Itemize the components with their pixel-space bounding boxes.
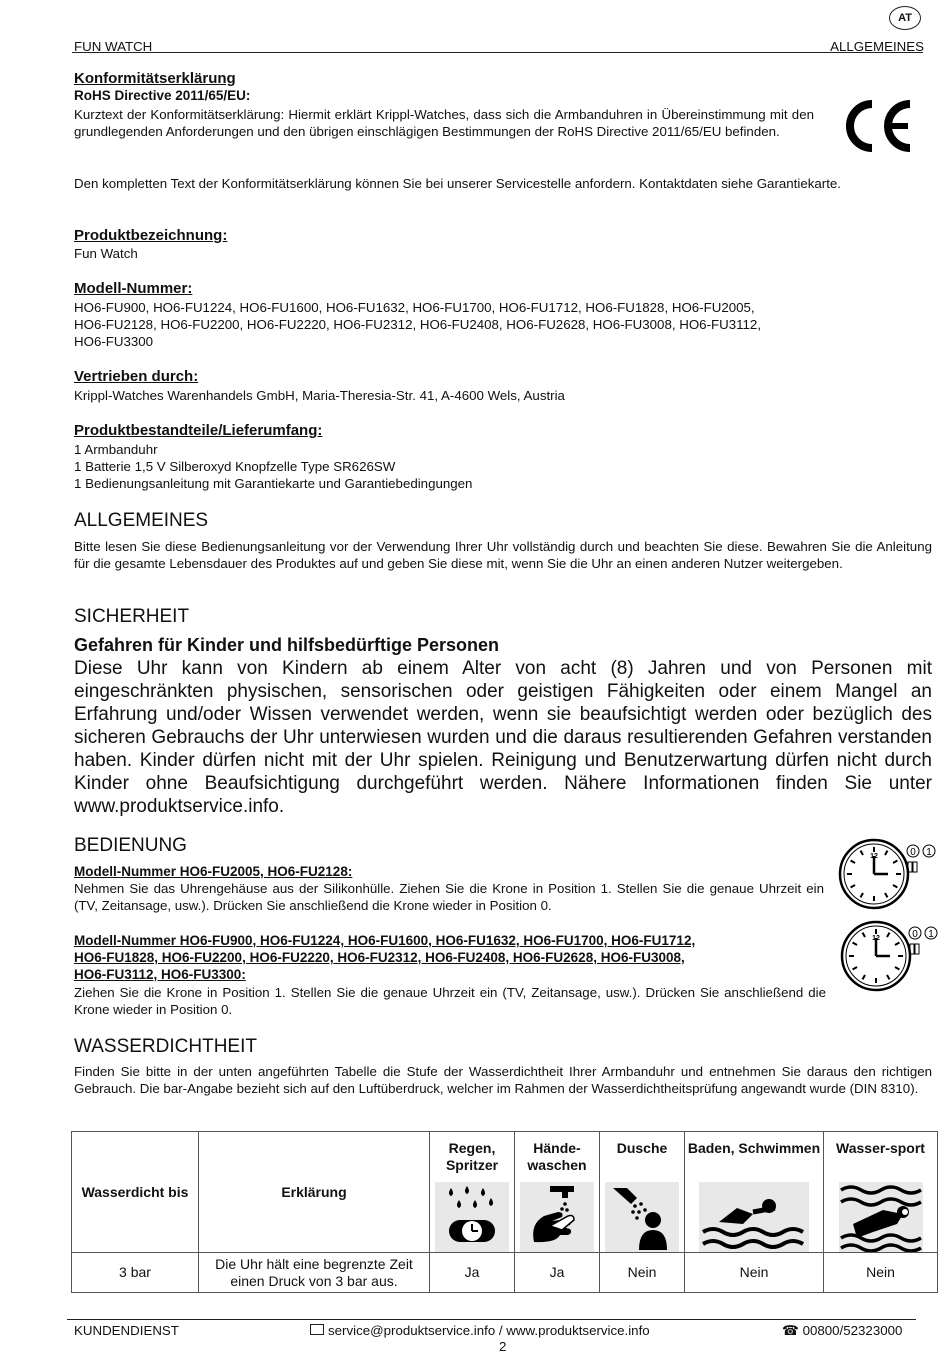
contents-item: 1 Bedienungsanleitung mit Garantiekarte und Garantiebedingungen: [74, 476, 473, 491]
conformity-text: Kurztext der Konformitätserklärung: Hiermit erklärt Krippl-Watches, dass sich die Armbanduhren in Übereinstimmung mit den grundlegenden Anforderungen und den übrigen einschlägigen Bestimmungen der RoHS Directive 2011/65/EU befinden.: [74, 107, 814, 139]
phone-icon: ☎: [782, 1323, 799, 1338]
rain-icon: [435, 1182, 509, 1252]
conformity-title: Konformitätserklärung: [74, 70, 236, 87]
model-line: HO6-FU3300: [74, 334, 154, 349]
table-row: [72, 1253, 938, 1293]
watch-icon: [836, 836, 940, 912]
table-cell: Nein: [824, 1253, 938, 1293]
watch-crown-diagram: [838, 918, 942, 994]
table-cell: Nein: [685, 1253, 824, 1293]
general-text: Bitte lesen Sie diese Bedienungsanleitung vor der Verwendung Ihrer Uhr vollständig durch und beachten Sie diese. Bewahren Sie die Anleitung für die gesamte Lebensdauer des Produktes auf und geben Sie diese mit, wenn Sie die Uhr an einen anderen Nutzer weitergeben.: [74, 539, 932, 571]
svg-text:1: 1: [926, 847, 932, 858]
svg-text:0: 0: [910, 847, 916, 858]
product-label: Produktbezeichnung:: [74, 227, 228, 244]
table-cell: Nein: [600, 1253, 685, 1293]
contents-label: Produktbestandteile/Lieferumfang:: [74, 422, 323, 439]
dive-icon: [839, 1182, 923, 1252]
distributor-value: Krippl-Watches Warenhandels GmbH, Maria-Theresia-Str. 41, A-4600 Wels, Austria: [74, 388, 565, 403]
watch-icon: [838, 918, 942, 994]
contents-item: 1 Batterie 1,5 V Silberoxyd Knopfzelle Type SR626SW: [74, 459, 396, 474]
svg-text:12: 12: [870, 853, 878, 860]
conformity-subtitle: RoHS Directive 2011/65/EU:: [74, 88, 251, 103]
operation-model-heading: Modell-Nummer HO6-FU2005, HO6-FU2128:: [74, 864, 353, 879]
distributor-label: Vertrieben durch:: [74, 368, 199, 385]
footer-left: KUNDENDIENST: [74, 1323, 179, 1338]
page-number: 2: [499, 1339, 507, 1354]
general-title: ALLGEMEINES: [74, 510, 209, 531]
footer-phone[interactable]: 00800/52323000: [802, 1323, 903, 1338]
footer-center: [310, 1322, 650, 1339]
model-line: HO6-FU2128, HO6-FU2200, HO6-FU2220, HO6-FU2312, HO6-FU2408, HO6-FU2628, HO6-FU3008, HO6-FU3112,: [74, 317, 762, 332]
table-header: Erklärung: [199, 1132, 430, 1253]
table-header: [685, 1132, 824, 1253]
water-resistance-table: [71, 1131, 938, 1293]
laptop-icon: [310, 1324, 324, 1335]
activity-label: Dusche: [616, 1140, 668, 1156]
table-cell: Die Uhr hält eine begrenzte Zeit einen Druck von 3 bar aus.: [199, 1253, 430, 1293]
handwash-icon: [520, 1182, 594, 1252]
table-header: [600, 1132, 685, 1253]
header-left: FUN WATCH: [74, 39, 153, 54]
water-text: Finden Sie bitte in der unten angeführten Tabelle die Stufe der Wasserdichtheit Ihrer Armbanduhr und entnehmen Sie daraus den richtigen Gebrauch. Die bar-Angabe bezieht sich auf den Luftüberdruck, welcher im Rahmen der Wasserdichtheitsprüfung angewandt wurde (DIN 8310).: [74, 1064, 932, 1096]
safety-text: Diese Uhr kann von Kindern ab einem Alter von acht (8) Jahren und von Personen mit eingeschränkten physischen, sensorischen oder geistigen Fähigkeiten oder einem Mangel an Erfahrung und/oder Wissen verwendet werden, wenn sie beaufsichtigt werden oder bezüglich des sicheren Gebrauchs der Uhr unterwiesen wurden und die daraus resultierenden Gefahren verstanden haben. Kinder dürfen nicht mit der Uhr spielen. Reinigung und Benutzerwartung dürfen nicht durch Kinder ohne Beaufsichtigung durchgeführt werden. Nähere Informationen finden Sie unter www.produktservice.info.: [74, 658, 932, 817]
table-header: [430, 1132, 515, 1253]
table-cell: Ja: [430, 1253, 515, 1293]
activity-label: Baden, Schwimmen: [687, 1140, 821, 1156]
svg-text:12: 12: [872, 935, 880, 942]
product-value: Fun Watch: [74, 246, 138, 261]
shower-icon: [605, 1182, 679, 1252]
header-rule: [72, 52, 923, 53]
header-right: ALLGEMEINES: [830, 39, 924, 54]
svg-text:0: 0: [912, 929, 918, 940]
operation-text: Nehmen Sie das Uhrengehäuse aus der Silikonhülle. Ziehen Sie die Krone in Position 1. Stellen Sie die genaue Uhrzeit ein (TV, Zeitansage, usw.). Drücken Sie anschließend die Krone wieder in Position 0.: [74, 881, 824, 913]
country-badge: AT: [889, 6, 921, 30]
operation-model-heading: Modell-Nummer HO6-FU900, HO6-FU1224, HO6-FU1600, HO6-FU1632, HO6-FU1700, HO6-FU1712, HO6-FU1828, HO6-FU2200, HO6-FU2220, HO6-FU2312, HO6-FU2408, HO6-FU2628, HO6-FU3008, HO6-FU3112, HO6-FU3300:: [74, 933, 696, 982]
model-label: Modell-Nummer:: [74, 280, 193, 297]
activity-label: Wasser-sport: [836, 1140, 925, 1156]
swim-icon: [699, 1182, 809, 1252]
activity-label: Regen, Spritzer: [445, 1140, 499, 1173]
footer-service-links[interactable]: service@produktservice.info / www.produktservice.info: [328, 1323, 650, 1338]
operation-title: BEDIENUNG: [74, 835, 187, 856]
contents-item: 1 Armbanduhr: [74, 442, 158, 457]
conformity-note: Den kompletten Text der Konformitätserklärung können Sie bei unserer Servicestelle anfordern. Kontaktdaten siehe Garantiekarte.: [74, 176, 841, 191]
table-header: [824, 1132, 938, 1253]
ce-mark-icon: [842, 98, 914, 154]
activity-label: Hände-waschen: [527, 1140, 587, 1173]
table-header: [515, 1132, 600, 1253]
footer-rule: [67, 1319, 916, 1320]
table-cell: Ja: [515, 1253, 600, 1293]
safety-subtitle: Gefahren für Kinder und hilfsbedürftige Personen: [74, 635, 500, 655]
operation-text: Ziehen Sie die Krone in Position 1. Stellen Sie die genaue Uhrzeit ein (TV, Zeitansage, usw.). Drücken Sie anschließend die Krone wieder in Position 0.: [74, 985, 826, 1017]
water-title: WASSERDICHTHEIT: [74, 1036, 257, 1057]
footer-right: [782, 1322, 902, 1339]
table-header: Wasserdicht bis: [72, 1132, 199, 1253]
safety-title: SICHERHEIT: [74, 606, 190, 627]
model-line: HO6-FU900, HO6-FU1224, HO6-FU1600, HO6-FU1632, HO6-FU1700, HO6-FU1712, HO6-FU1828, HO6-FU2005,: [74, 300, 755, 315]
svg-text:1: 1: [928, 929, 934, 940]
table-cell: 3 bar: [72, 1253, 199, 1293]
watch-crown-diagram: [836, 836, 940, 912]
